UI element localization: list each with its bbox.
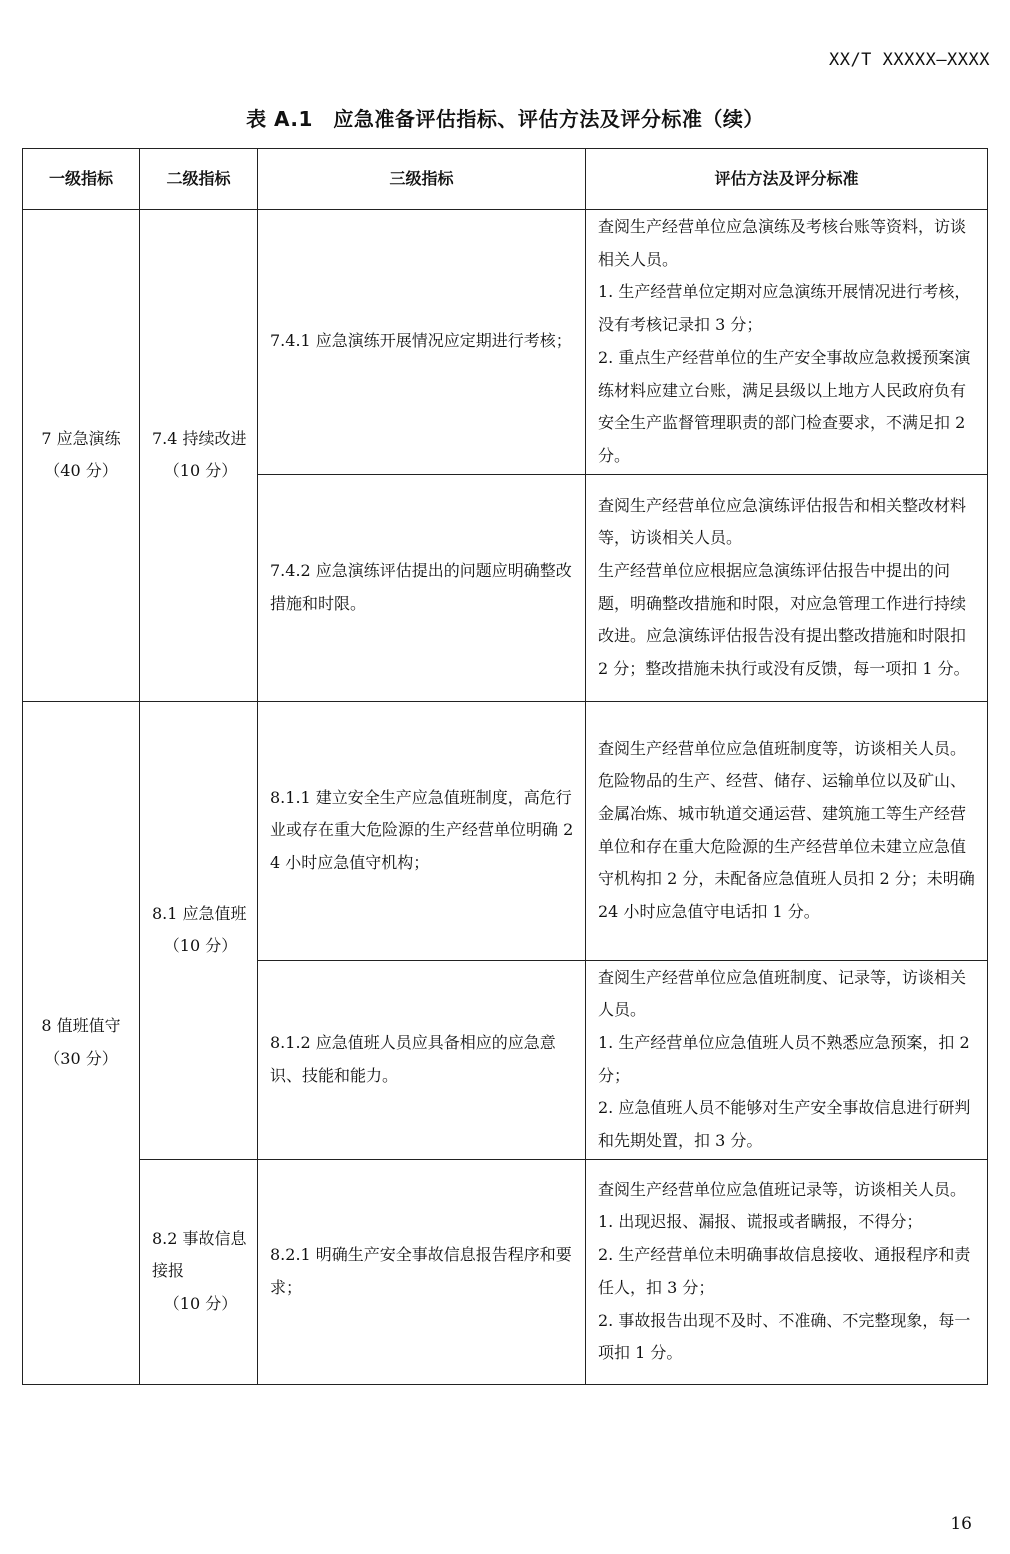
level3-cell: 7.4.2 应急演练评估提出的问题应明确整改措施和时限。: [258, 474, 586, 701]
level2-cell: [140, 1159, 258, 1384]
criteria-line: 2. 事故报告出现不及时、不准确、不完整现象，每一项扣 1 分。: [598, 1310, 971, 1363]
level3-cell: 8.1.2 应急值班人员应具备相应的应急意识、技能和能力。: [258, 960, 586, 1159]
level2-score: （10 分）: [163, 1294, 238, 1314]
level1-score: （40 分）: [44, 461, 118, 481]
level2-cell: [140, 210, 258, 702]
column-header: 一级指标: [23, 149, 140, 210]
criteria-line: 2. 生产经营单位未明确事故信息接收、通报程序和责任人，扣 3 分；: [598, 1245, 971, 1297]
table-row: [23, 1159, 988, 1384]
criteria-line: 1. 生产经营单位应急值班人员不熟悉应急预案，扣 2 分；: [598, 1033, 970, 1085]
level1-label: 8 值班值守: [41, 1016, 121, 1036]
level2-label: 8.1 应急值班: [152, 903, 247, 923]
table-row: [23, 701, 988, 960]
level1-score: （30 分）: [44, 1048, 118, 1068]
level2-label: 8.2 事故信息接报: [152, 1228, 247, 1281]
criteria-cell: [586, 210, 988, 475]
criteria-line: 查阅生产经营单位应急值班制度等，访谈相关人员。: [598, 738, 967, 758]
criteria-cell: [586, 701, 988, 960]
criteria-line: 2. 重点生产经营单位的生产安全事故应急救援预案演练材料应建立台账，满足县级以上地方人民政府负有安全生产监督管理职责的部门检查要求，不满足扣 2 分。: [598, 347, 971, 465]
evaluation-table: [22, 148, 988, 1385]
column-header: 二级指标: [140, 149, 258, 210]
document-code: XX/T XXXXX—XXXX: [828, 50, 990, 70]
criteria-cell: [586, 474, 988, 701]
column-header: 三级指标: [258, 149, 586, 210]
criteria-line: 危险物品的生产、经营、储存、运输单位以及矿山、金属冶炼、城市轨道交通运营、建筑施工等生产经营单位和存在重大危险源的生产经营单位未建立应急值守机构扣 2 分，未配备应急值班人员扣 2 分；未明确 24 小时应急值守电话扣 1 分。: [598, 771, 975, 922]
level2-label: 7.4 持续改进: [152, 428, 247, 448]
criteria-cell: [586, 1159, 988, 1384]
level3-cell: 7.4.1 应急演练开展情况应定期进行考核；: [258, 210, 586, 475]
criteria-line: 1. 生产经营单位定期对应急演练开展情况进行考核，没有考核记录扣 3 分；: [598, 282, 971, 335]
column-header: 评估方法及评分标准: [586, 149, 988, 210]
criteria-line: 查阅生产经营单位应急值班制度、记录等，访谈相关人员。: [598, 967, 967, 1020]
level3-cell: 8.2.1 明确生产安全事故信息报告程序和要求；: [258, 1159, 586, 1384]
level2-score: （10 分）: [163, 461, 238, 481]
level2-score: （10 分）: [163, 936, 238, 956]
table-row: [23, 210, 988, 475]
criteria-line: 查阅生产经营单位应急演练及考核台账等资料，访谈相关人员。: [598, 217, 967, 269]
level3-cell: 8.1.1 建立安全生产应急值班制度，高危行业或存在重大危险源的生产经营单位明确 24 小时应急值守机构；: [258, 701, 586, 960]
criteria-line: 2. 应急值班人员不能够对生产安全事故信息进行研判和先期处置，扣 3 分。: [598, 1098, 971, 1151]
level2-cell: [140, 701, 258, 1159]
criteria-line: 查阅生产经营单位应急值班记录等，访谈相关人员。: [598, 1179, 967, 1199]
criteria-line: 生产经营单位应根据应急演练评估报告中提出的问题，明确整改措施和时限，对应急管理工作进行持续改进。应急演练评估报告没有提出整改措施和时限扣 2 分；整改措施未执行或没有反馈，每一项扣 1 分。: [598, 560, 970, 679]
level1-cell: [23, 210, 140, 702]
table-title: 表 A.1 应急准备评估指标、评估方法及评分标准（续）: [246, 107, 764, 131]
page-number: 16: [950, 1514, 972, 1534]
table-header-row: [23, 149, 988, 210]
criteria-cell: [586, 960, 988, 1159]
level1-label: 7 应急演练: [41, 428, 121, 448]
level1-cell: [23, 701, 140, 1384]
criteria-line: 查阅生产经营单位应急演练评估报告和相关整改材料等，访谈相关人员。: [598, 495, 967, 548]
criteria-line: 1. 出现迟报、漏报、谎报或者瞒报，不得分；: [598, 1212, 923, 1232]
